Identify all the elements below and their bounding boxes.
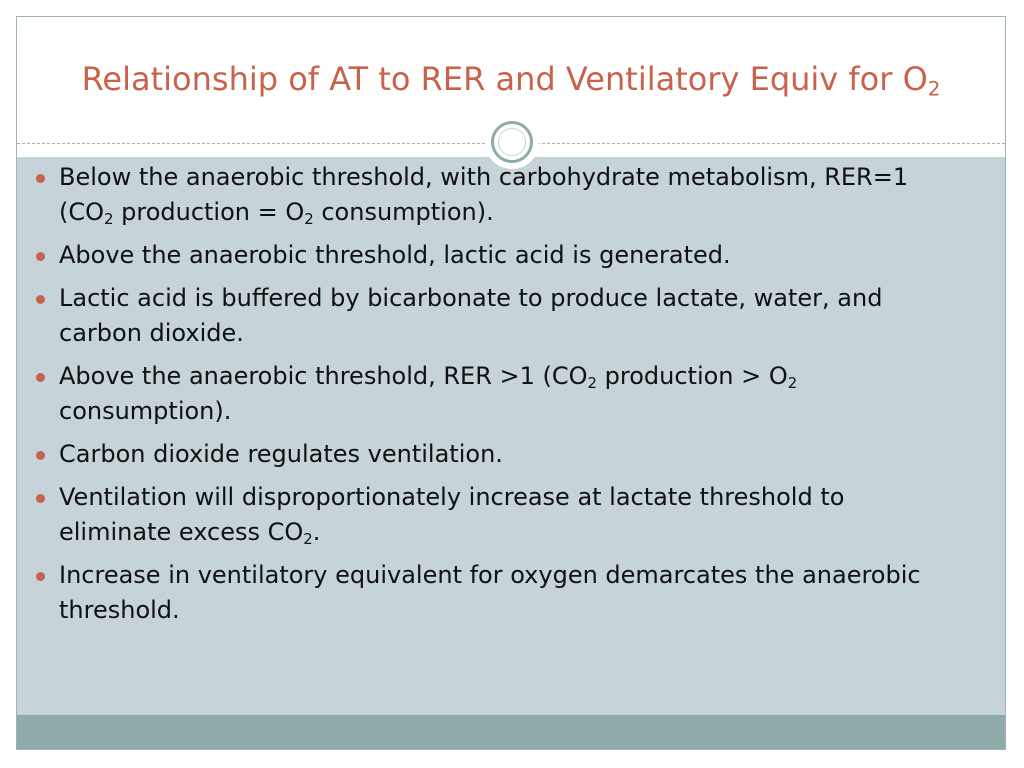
bullet-item	[36, 238, 936, 273]
bullet-text	[59, 480, 936, 550]
bullet-subscript: 2	[303, 530, 313, 549]
bullet-item	[36, 281, 936, 351]
bullet-subscript: 2	[787, 374, 798, 393]
bullet-list	[36, 160, 936, 636]
ornament-ring	[491, 121, 533, 163]
bullet-text-run: .	[312, 518, 321, 546]
bullet-text-run: Above the anaerobic threshold, RER >1 (CO	[59, 362, 588, 390]
bullet-item	[36, 437, 936, 472]
bullet-text	[59, 437, 936, 472]
bullet-text-run: Carbon dioxide regulates ventilation.	[59, 440, 503, 468]
bullet-item	[36, 359, 936, 429]
bullet-dot-icon	[36, 373, 45, 382]
bullet-text-run: Above the anaerobic threshold, lactic acid is generated.	[59, 241, 731, 269]
bullet-text	[59, 160, 936, 230]
bullet-text	[59, 558, 936, 628]
bullet-dot-icon	[36, 494, 45, 503]
bullet-dot-icon	[36, 295, 45, 304]
bullet-text-run: Ventilation will disproportionately increase at lactate threshold to eliminate excess CO	[59, 483, 845, 546]
bullet-text-run: production > O	[597, 362, 788, 390]
slide-title-text: Relationship of AT to RER and Ventilatory Equiv for O	[81, 60, 928, 98]
bullet-text-run: production = O	[113, 198, 305, 226]
bullet-subscript: 2	[304, 210, 314, 229]
bullet-text	[59, 359, 936, 429]
bullet-dot-icon	[36, 572, 45, 581]
bullet-text-run: Lactic acid is buffered by bicarbonate to produce lactate, water, and carbon dioxide.	[59, 284, 883, 347]
footer-bar	[17, 715, 1005, 749]
bullet-text	[59, 281, 936, 351]
bullet-text-run: Below the anaerobic threshold, with carbohydrate metabolism, RER=1 (CO	[59, 163, 909, 226]
slide-title	[17, 57, 1005, 101]
bullet-dot-icon	[36, 174, 45, 183]
slide-title-subscript: 2	[927, 77, 941, 101]
ornament-ring-inner	[498, 128, 526, 156]
bullet-dot-icon	[36, 451, 45, 460]
bullet-subscript: 2	[587, 374, 598, 393]
bullet-item	[36, 480, 936, 550]
bullet-item	[36, 558, 936, 628]
bullet-text-run: consumption).	[59, 397, 232, 425]
bullet-text	[59, 238, 936, 273]
bullet-text-run: consumption).	[313, 198, 494, 226]
bullet-text-run: Increase in ventilatory equivalent for oxygen demarcates the anaerobic threshold.	[59, 561, 921, 624]
bullet-item	[36, 160, 936, 230]
bullet-subscript: 2	[104, 210, 114, 229]
bullet-dot-icon	[36, 252, 45, 261]
